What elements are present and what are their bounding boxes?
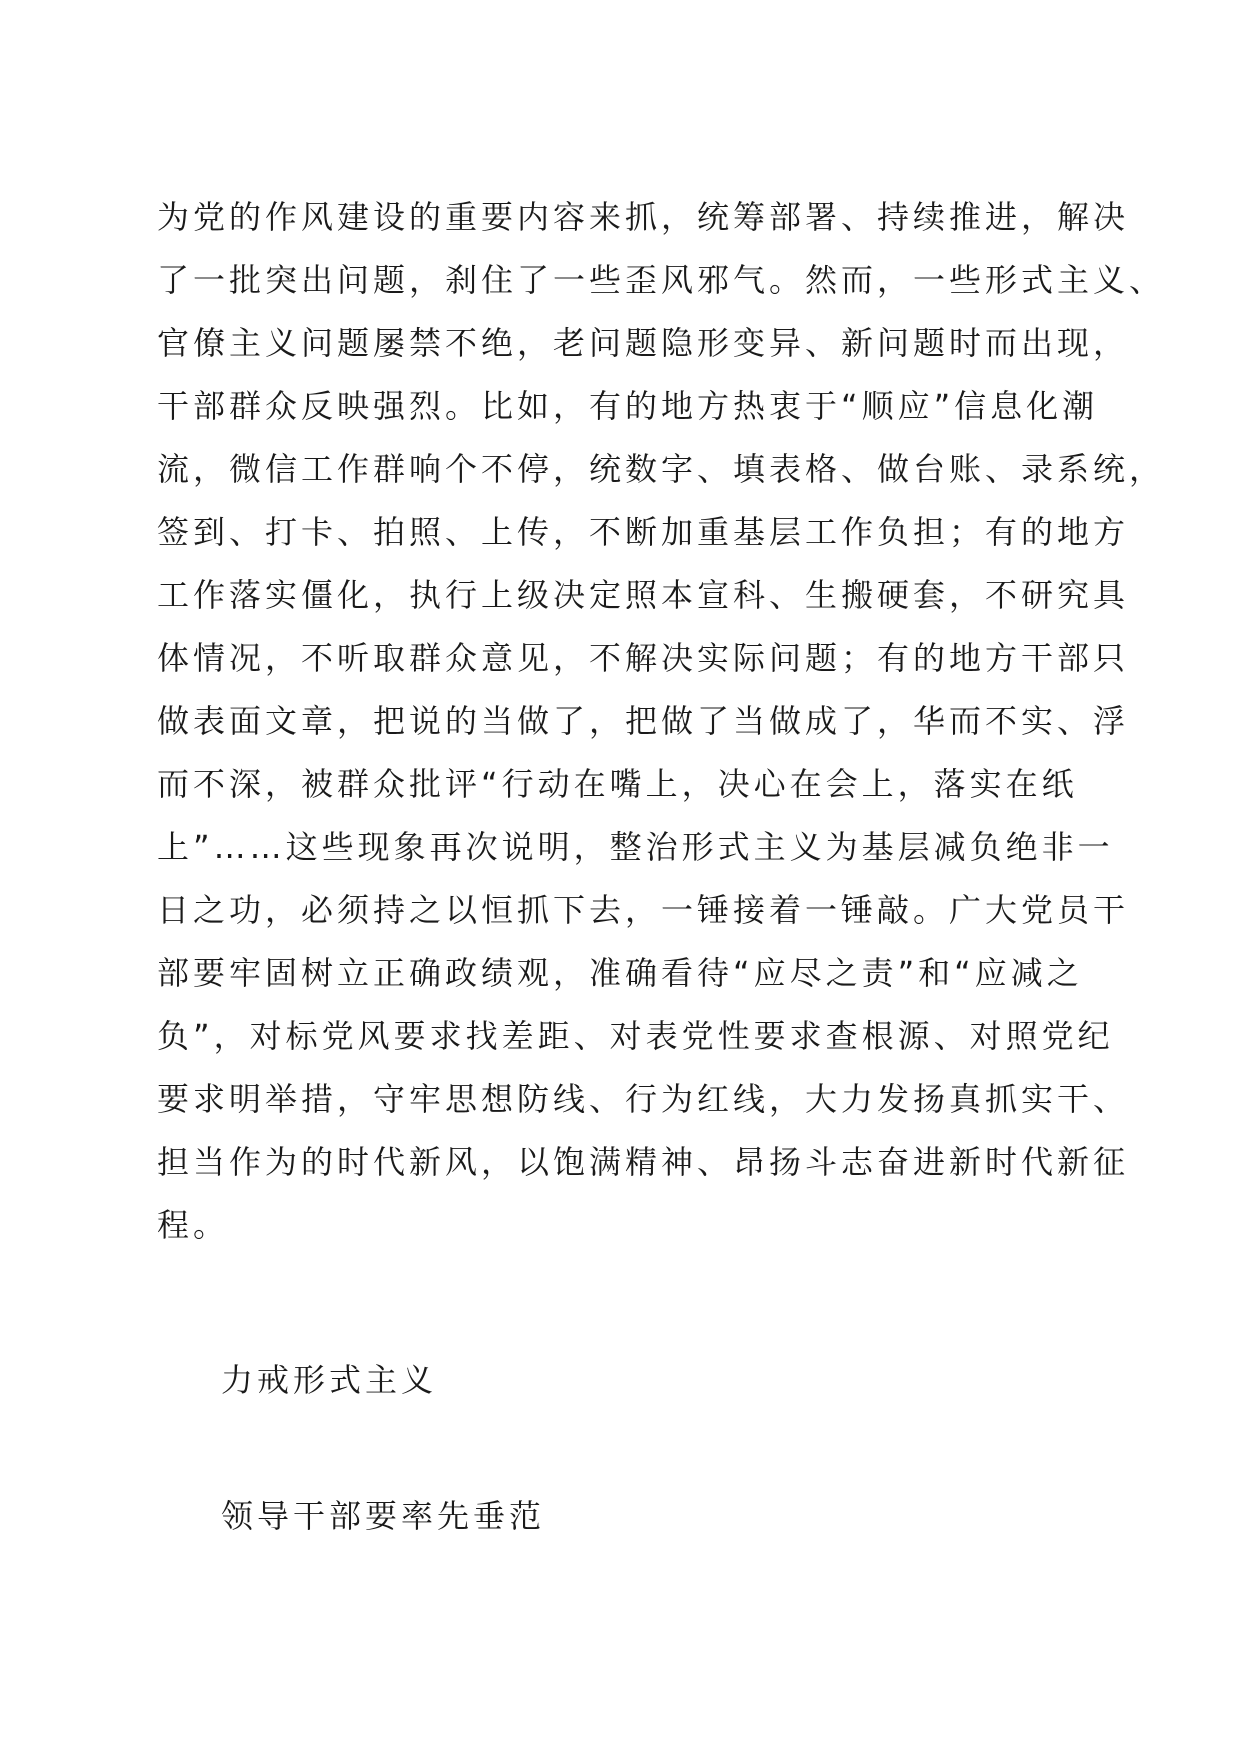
paragraph-line: 流，微信工作群响个不停，统数字、填表格、做台账、录系统， [157,450,1166,488]
body-paragraph [157,186,1166,1257]
paragraph-line: 日之功，必须持之以恒抓下去，一锤接着一锤敲。广大党员干 [157,891,1130,929]
paragraph-line: 要求明举措，守牢思想防线、行为红线，大力发扬真抓实干、 [157,1080,1130,1118]
paragraph-line: 上”……这些现象再次说明，整治形式主义为基层减负绝非一 [157,828,1114,866]
paragraph-line: 工作落实僵化，执行上级决定照本宣科、生搬硬套，不研究具 [157,576,1130,614]
section-heading: 领导干部要率先垂范 [221,1497,546,1535]
paragraph-line: 负”，对标党风要求找差距、对表党性要求查根源、对照党纪 [157,1017,1114,1055]
paragraph-line: 担当作为的时代新风，以饱满精神、昂扬斗志奋进新时代新征 [157,1143,1130,1181]
paragraph-line: 部要牢固树立正确政绩观，准确看待“应尽之责”和“应减之 [157,954,1083,992]
paragraph-line: 而不深，被群众批评“行动在嘴上，决心在会上，落实在纸 [157,765,1078,803]
paragraph-line: 做表面文章，把说的当做了，把做了当做成了，华而不实、浮 [157,702,1130,740]
paragraph-line: 签到、打卡、拍照、上传，不断加重基层工作负担；有的地方 [157,513,1130,551]
paragraph-line: 体情况，不听取群众意见，不解决实际问题；有的地方干部只 [157,639,1130,677]
paragraph-line: 为党的作风建设的重要内容来抓，统筹部署、持续推进，解决 [157,198,1130,236]
paragraph-line: 干部群众反映强烈。比如，有的地方热衷于“顺应”信息化潮 [157,387,1099,425]
section-heading: 力戒形式主义 [221,1361,438,1399]
paragraph-line: 官僚主义问题屡禁不绝，老问题隐形变异、新问题时而出现， [157,324,1130,362]
paragraph-line: 了一批突出问题，刹住了一些歪风邪气。然而，一些形式主义、 [157,261,1166,299]
paragraph-line: 程。 [157,1206,230,1244]
